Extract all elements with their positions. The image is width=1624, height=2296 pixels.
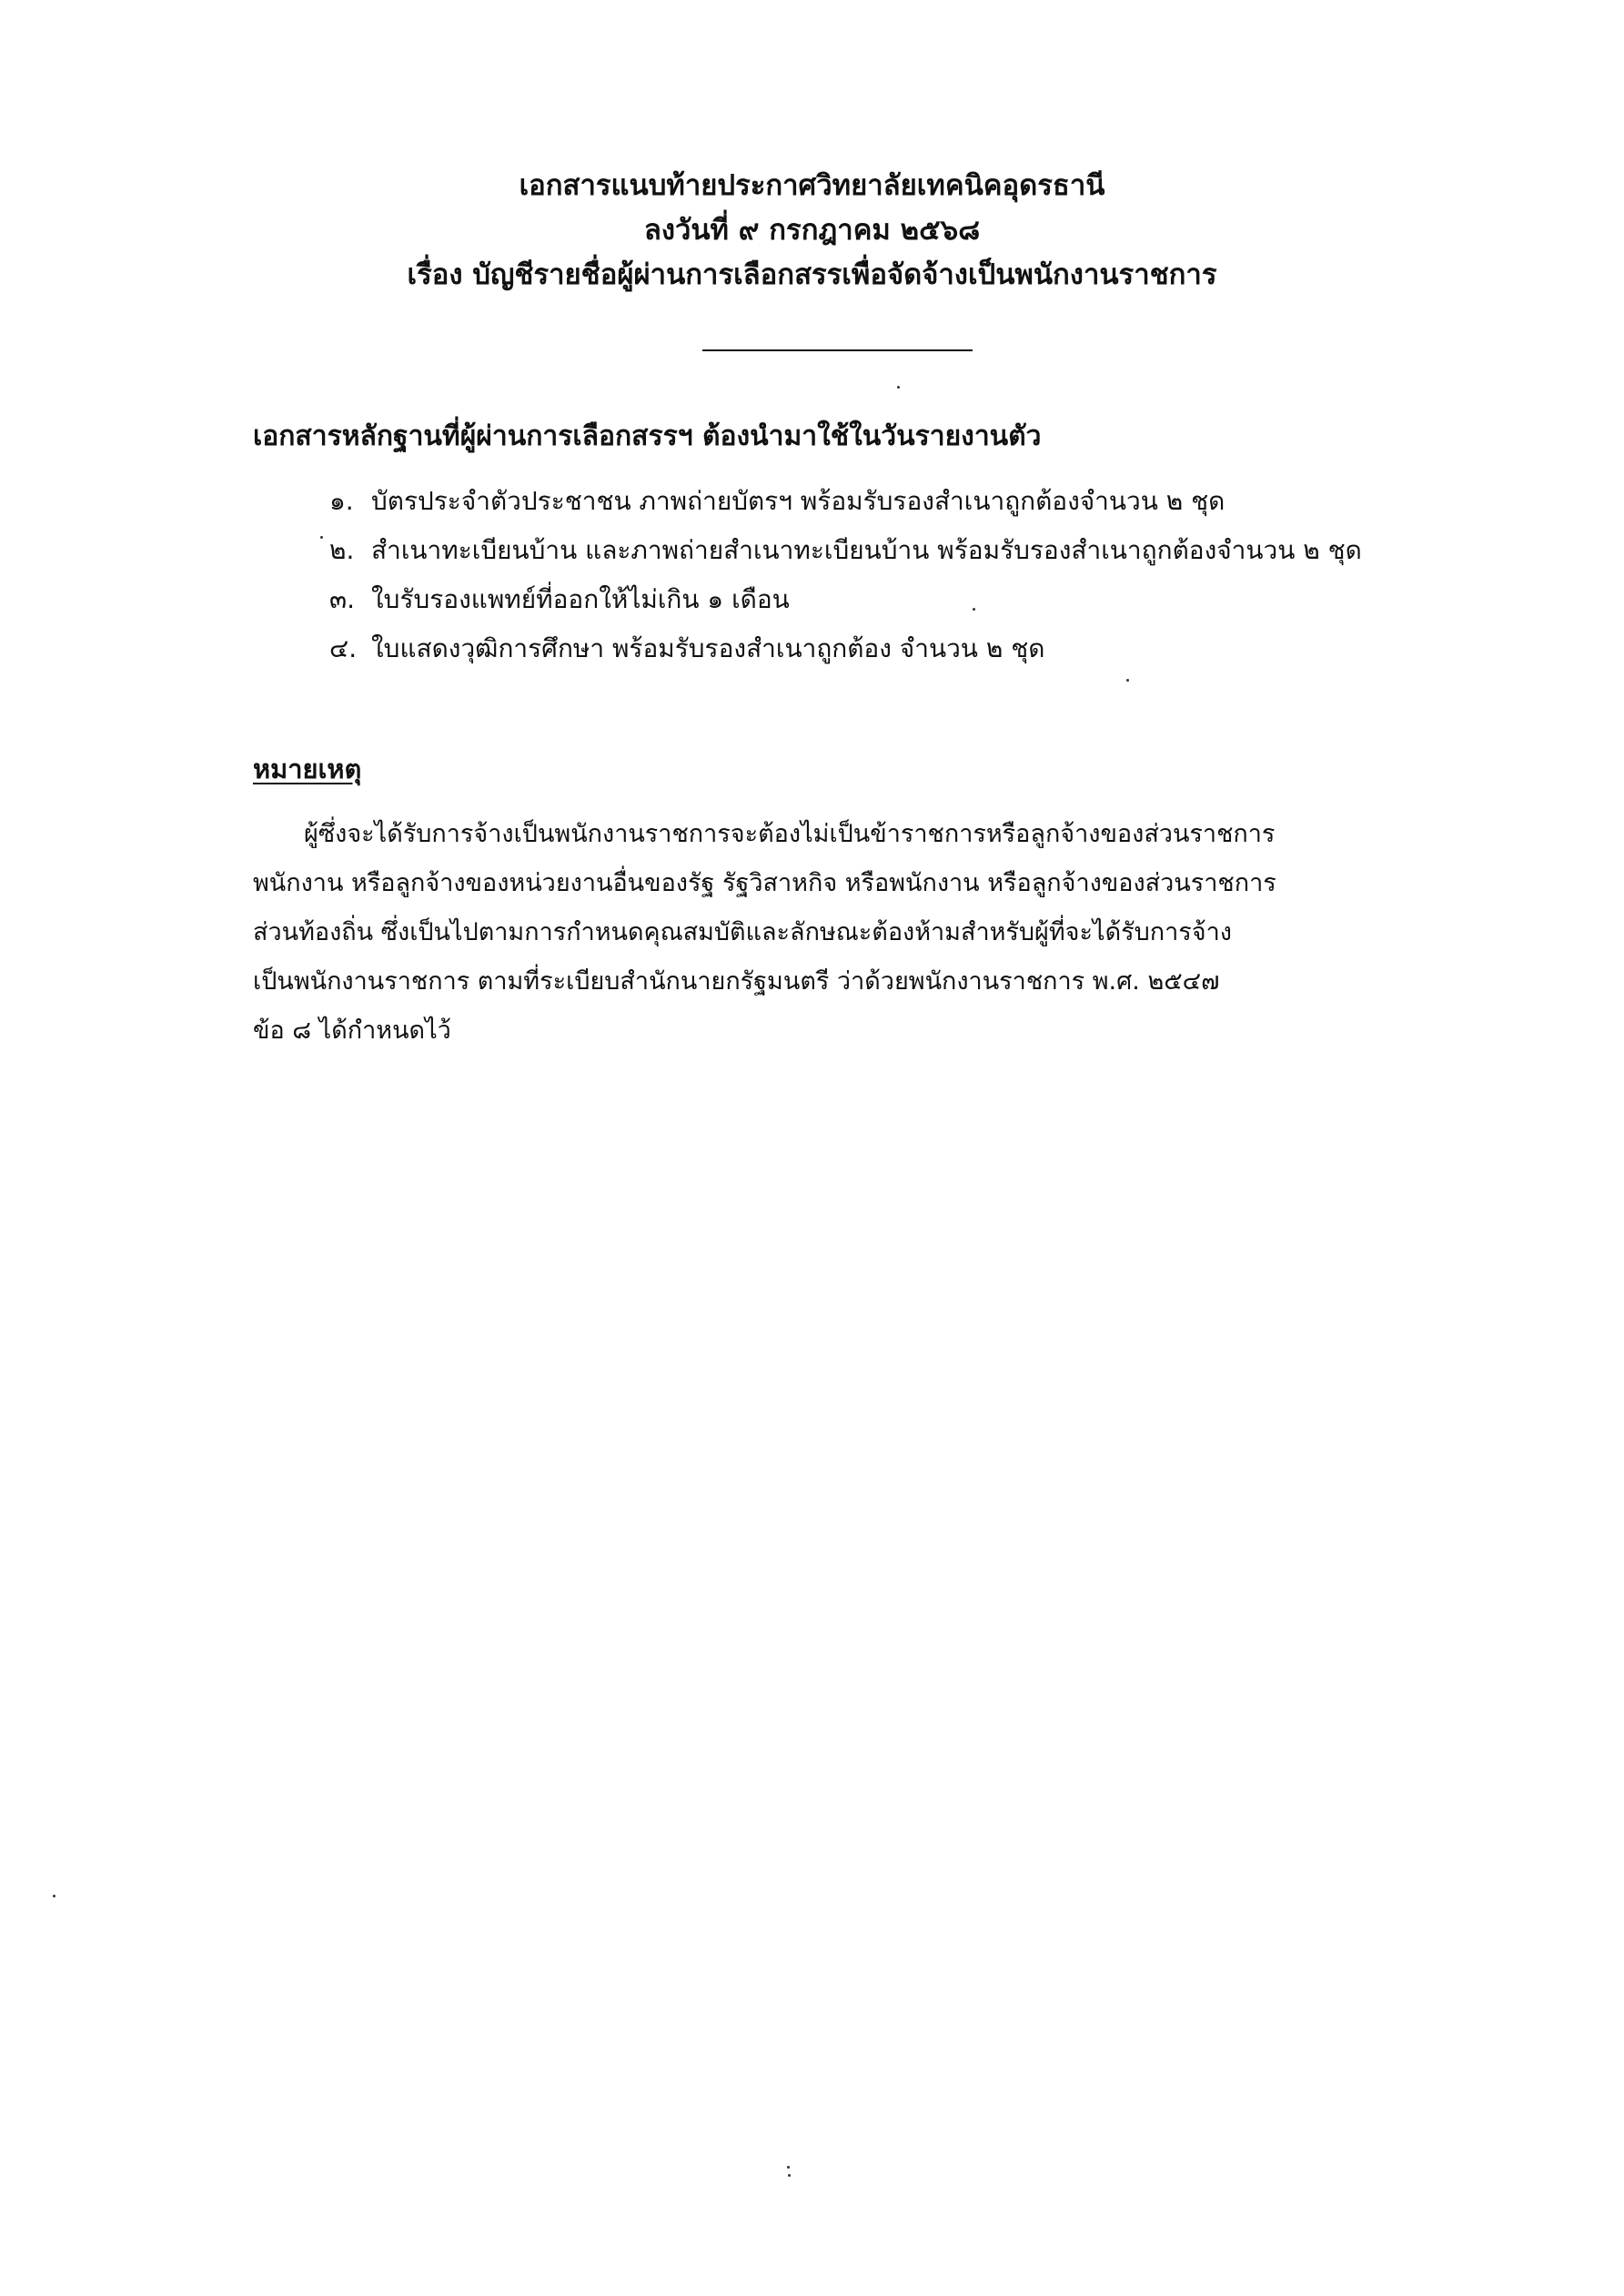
remark-paragraph [253, 810, 1399, 1056]
header-title: เอกสารแนบท้ายประกาศวิทยาลัยเทคนิคอุดรธานี [519, 169, 1105, 202]
scan-speck [1126, 679, 1129, 682]
header-divider [702, 349, 973, 351]
list-item-text: สำเนาทะเบียนบ้าน และภาพถ่ายสำเนาทะเบียนบ้าน พร้อมรับรองสำเนาถูกต้องจำนวน ๒ ชุด [371, 535, 1362, 565]
list-item-text: ใบรับรองแพทย์ที่ออกให้ไม่เกิน ๑ เดือน [371, 584, 790, 614]
scan-speck [788, 2174, 791, 2177]
remark-line: พนักงาน หรือลูกจ้างของหน่วยงานอื่นของรัฐ รัฐวิสาหกิจ หรือพนักงาน หรือลูกจ้างของส่วนราชการ [253, 869, 1276, 897]
list-item [329, 477, 1362, 526]
remark-line: ผู้ซึ่งจะได้รับการจ้างเป็นพนักงานราชการจะต้องไม่เป็นข้าราชการหรือลูกจ้างของส่วนราชการ [304, 820, 1276, 848]
list-item-number: ๓. [329, 584, 356, 614]
header-date: ลงวันที่ ๙ กรกฎาคม ๒๕๖๘ [643, 214, 981, 247]
header-subject: เรื่อง บัญชีรายชื่อผู้ผ่านการเลือกสรรเพื่อจัดจ้างเป็นพนักงานราชการ [407, 258, 1217, 291]
documents-list [329, 477, 1362, 673]
scan-speck [53, 1895, 55, 1897]
document-header [0, 164, 1624, 298]
scan-speck [787, 2166, 790, 2169]
scan-speck [320, 536, 323, 539]
remark-line: เป็นพนักงานราชการ ตามที่ระเบียบสำนักนายกรัฐมนตรี ว่าด้วยพนักงานราชการ พ.ศ. ๒๕๔๗ [253, 967, 1220, 996]
remark-heading: หมายเหตุ [253, 754, 362, 784]
list-item-number: ๒. [329, 535, 355, 565]
documents-heading: เอกสารหลักฐานที่ผู้ผ่านการเลือกสรรฯ ต้องนำมาใช้ในวันรายงานตัว [253, 420, 1042, 452]
scan-speck [897, 386, 900, 389]
remark-line: ส่วนท้องถิ่น ซึ่งเป็นไปตามการกำหนดคุณสมบัติและลักษณะต้องห้ามสำหรับผู้ที่จะได้รับการจ้าง [253, 918, 1232, 946]
list-item-number: ๑. [329, 486, 354, 516]
list-item-number: ๔. [329, 633, 358, 663]
remark-line: ข้อ ๘ ได้กำหนดไว้ [253, 1017, 451, 1045]
list-item [329, 575, 1362, 624]
list-item-text: บัตรประจำตัวประชาชน ภาพถ่ายบัตรฯ พร้อมรับรองสำเนาถูกต้องจำนวน ๒ ชุด [371, 486, 1226, 516]
list-item-text: ใบแสดงวุฒิการศึกษา พร้อมรับรองสำเนาถูกต้อง จำนวน ๒ ชุด [371, 633, 1045, 663]
list-item [329, 624, 1362, 673]
list-item [329, 526, 1362, 575]
scan-speck [973, 608, 975, 611]
